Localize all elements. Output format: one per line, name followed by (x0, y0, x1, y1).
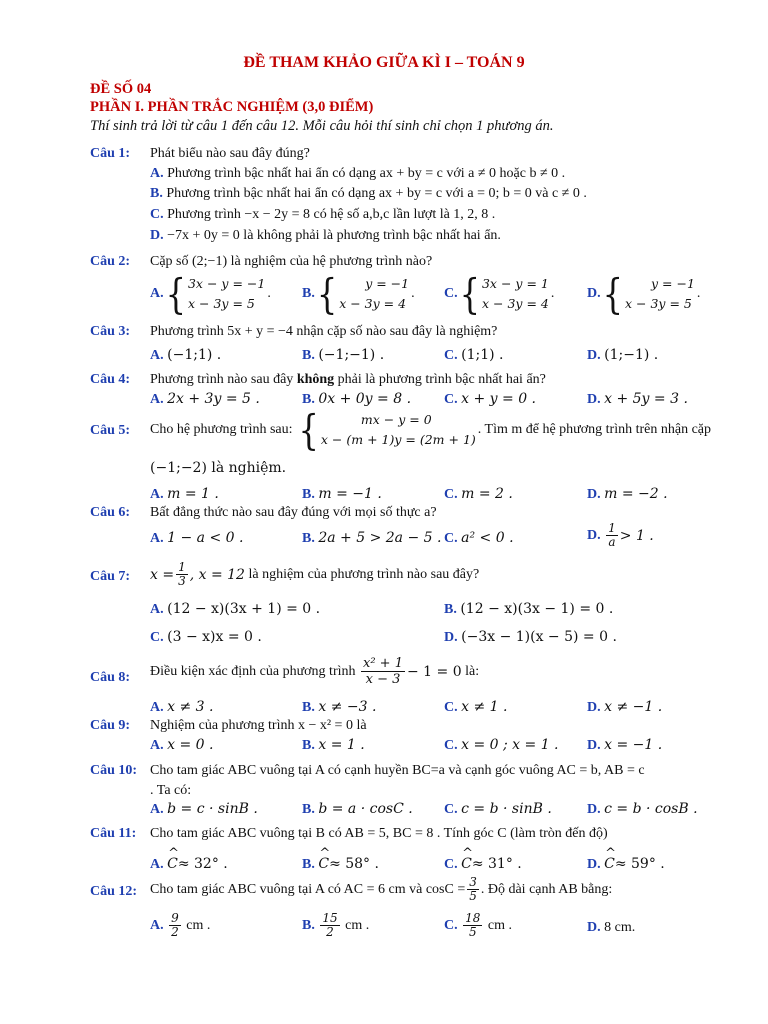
answer-option: C. a² < 0 . (444, 530, 514, 546)
answer-option: C. x + y = 0 . (444, 391, 536, 407)
question-label: Câu 6: (90, 505, 131, 520)
answer-option: C. c = b · sinB . (444, 801, 552, 817)
question-stem: Phương trình 5x + y = −4 nhận cặp số nào sau đây là nghiệm? (150, 324, 498, 339)
answer-option: C. m = 2 . (444, 486, 513, 502)
answer-option: A. 1 − a < 0 . (150, 530, 244, 546)
answer-option: D. c = b · cosB . (587, 801, 698, 817)
answer-option: D. 8 cm. (587, 920, 636, 935)
question-label: Câu 5: (90, 423, 131, 438)
question-stem: Nghiệm của phương trình x − x² = 0 là (150, 718, 367, 733)
answer-option: B. Phương trình bậc nhất hai ẩn có dạng ax + by = c với a = 0; b = 0 và c ≠ 0 . (150, 186, 587, 201)
answer-option: B. $\frac{15}{2}$ cm . (302, 911, 370, 939)
question-label: Câu 9: (90, 718, 131, 733)
question-label: Câu 11: (90, 826, 137, 841)
answer-option: D. (1;−1) . (587, 347, 659, 363)
answer-option: B. x = 1 . (302, 737, 365, 753)
answer-option: B. b = a · cosC . (302, 801, 413, 817)
question-stem: Cho tam giác ABC vuông tại A có cạnh huyền BC=a và cạnh góc vuông AC = b, AB = c (150, 763, 645, 778)
question-stem: (−1;−2) là nghiệm. (150, 460, 287, 476)
answer-option: D. $\frac{1}{a}$ > 1 . (587, 521, 654, 549)
answer-option: D. x ≠ −1 . (587, 699, 663, 715)
answer-option: C. (1;1) . (444, 347, 504, 363)
question-label: Câu 1: (90, 146, 131, 161)
answer-option: A. Phương trình bậc nhất hai ẩn có dạng ax + by = c với a ≠ 0 hoặc b ≠ 0 . (150, 166, 566, 181)
answer-option: D. −7x + 0y = 0 là không phải là phương trình bậc nhất hai ẩn. (150, 228, 501, 243)
question-stem: Cho tam giác ABC vuông tại B có AB = 5, BC = 8 . Tính góc C (làm tròn đến độ) (150, 826, 608, 841)
question-stem: Cho tam giác ABC vuông tại A có AC = 6 cm và cosC = $\frac{3}{5}$ . Độ dài cạnh AB bằng: (150, 875, 613, 903)
answer-option: D. x = −1 . (587, 737, 663, 753)
part-heading: PHẦN I. PHẦN TRẮC NGHIỆM (3,0 ĐIỂM) (90, 99, 374, 115)
answer-option: C. { 3x − y = 1 x − 3y = 4 . (444, 269, 555, 319)
answer-option: B. (−1;−1) . (302, 347, 385, 363)
question-label: Câu 12: (90, 884, 138, 899)
page-title: ĐỀ THAM KHẢO GIỮA KÌ I – TOÁN 9 (243, 54, 525, 71)
answer-option: D. { y = −1 x − 3y = 5 . (587, 269, 701, 319)
answer-option: C. Phương trình −x − 2y = 8 có hệ số a,b,c lần lượt là 1, 2, 8 . (150, 207, 496, 222)
exam-number: ĐỀ SỐ 04 (90, 81, 152, 97)
answer-option: B. 2a + 5 > 2a − 5 . (302, 530, 442, 546)
answer-option: A. x = 0 . (150, 737, 214, 753)
answer-option: A. $\frac{9}{2}$ cm . (150, 911, 211, 939)
question-label: Câu 7: (90, 569, 131, 584)
question-stem: Điều kiện xác định của phương trình $\frac{\text{x² + 1}}{x - 3}$ − 1 = 0 là: (150, 656, 480, 687)
answer-option: B. (12 − x)(3x − 1) = 0 . (444, 601, 614, 617)
question-label: Câu 4: (90, 372, 131, 387)
question-stem: . Ta có: (150, 783, 192, 798)
answer-option: C. $\frac{18}{5}$ cm . (444, 911, 513, 939)
instruction: Thí sinh trả lời từ câu 1 đến câu 12. Mỗi câu hỏi thí sinh chỉ chọn 1 phương án. (90, 118, 554, 134)
answer-option: A. 2x + 3y = 5 . (150, 391, 260, 407)
question-label: Câu 8: (90, 670, 131, 685)
answer-option: B. m = −1 . (302, 486, 382, 502)
question-stem: Cho hệ phương trình sau: { mx − y = 0 x − (m + 1)y = (2m + 1) . Tìm m để hệ phương trình trên nhận cặp (150, 405, 712, 455)
answer-option: A. (−1;1) . (150, 347, 222, 363)
answer-option: D. (−3x − 1)(x − 5) = 0 . (444, 629, 617, 645)
answer-option: B. x ≠ −3 . (302, 699, 377, 715)
question-stem: Phương trình nào sau đây không phải là phương trình bậc nhất hai ẩn? (150, 372, 546, 387)
answer-option: D. m = −2 . (587, 486, 668, 502)
question-label: Câu 2: (90, 254, 131, 269)
question-label: Câu 3: (90, 324, 131, 339)
answer-option: B. 0x + 0y = 8 . (302, 391, 412, 407)
answer-option: B. { y = −1 x − 3y = 4 . (302, 269, 415, 319)
answer-option: C. ^ C≈ 31° . (444, 856, 522, 873)
answer-option: C. (3 − x)x = 0 . (150, 629, 262, 645)
answer-option: C. x = 0 ; x = 1 . (444, 737, 559, 753)
question-label: Câu 10: (90, 763, 138, 778)
answer-option: B. ^ C≈ 58° . (302, 856, 379, 873)
answer-option: A. b = c · sinB . (150, 801, 258, 817)
answer-option: C. x ≠ 1 . (444, 699, 508, 715)
answer-option: A. ^ C≈ 32° . (150, 856, 228, 873)
answer-option: A. (12 − x)(3x + 1) = 0 . (150, 601, 321, 617)
answer-option: A. { 3x − y = −1 x − 3y = 5 . (150, 269, 271, 319)
question-stem: Cặp số (2;−1) là nghiệm của hệ phương trình nào? (150, 254, 433, 269)
answer-option: A. x ≠ 3 . (150, 699, 214, 715)
answer-option: D. ^ C≈ 59° . (587, 856, 665, 873)
question-stem: Phát biểu nào sau đây đúng? (150, 146, 310, 161)
question-stem: Bất đẳng thức nào sau đây đúng với mọi số thực a? (150, 505, 437, 520)
question-stem: x = $\frac{1}{3}$ , x = 12 là nghiệm của phương trình nào sau đây? (150, 560, 480, 588)
answer-option: D. x + 5y = 3 . (587, 391, 688, 407)
answer-option: A. m = 1 . (150, 486, 219, 502)
